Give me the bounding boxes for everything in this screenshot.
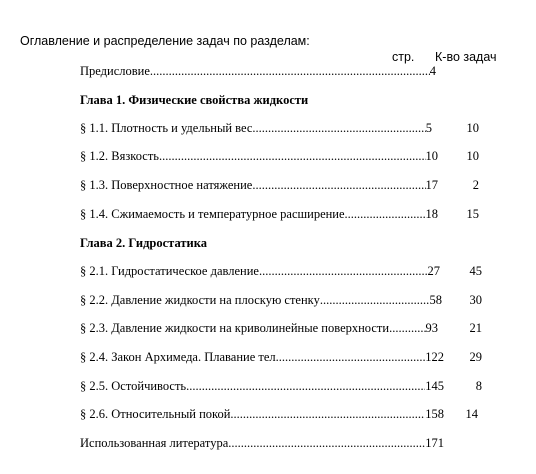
entry-count: 21 — [469, 321, 482, 335]
entry-title: Использованная литература — [80, 436, 229, 450]
toc-entry-2-1 — [80, 263, 440, 279]
entry-page: 58 — [429, 293, 442, 307]
dot-leader — [320, 292, 430, 308]
dot-leader — [345, 206, 426, 222]
dot-leader — [252, 120, 425, 136]
column-header-count: К-во задач — [435, 50, 497, 64]
chapter-2-title: Глава 2. Гидростатика — [80, 236, 208, 250]
dot-leader — [389, 320, 425, 336]
entry-title: § 1.2. Вязкость — [80, 149, 159, 163]
entry-count: 15 — [466, 207, 479, 221]
toc-entry-preface — [80, 63, 436, 79]
entry-title: § 1.1. Плотность и удельный вес — [80, 121, 253, 135]
dot-leader — [252, 177, 425, 193]
dot-leader — [230, 406, 425, 422]
dot-leader — [150, 63, 430, 79]
chapter-1-title: Глава 1. Физические свойства жидкости — [80, 93, 309, 107]
toc-entry-2-4 — [80, 349, 444, 365]
entry-page: 4 — [429, 64, 436, 78]
entry-count: 14 — [465, 407, 478, 421]
entry-title: § 2.1. Гидростатическое давление — [80, 264, 259, 278]
entry-title: § 2.2. Давление жидкости на плоскую стенку — [80, 293, 320, 307]
entry-page: 10 — [425, 149, 438, 163]
entry-page: 5 — [425, 121, 432, 135]
entry-count: 2 — [472, 178, 479, 192]
toc-entry-1-3 — [80, 177, 438, 193]
toc-entry-2-2 — [80, 292, 442, 308]
entry-page: 171 — [425, 436, 444, 450]
entry-title: § 2.5. Остойчивость — [80, 379, 187, 393]
toc-entry-2-5 — [80, 378, 444, 394]
toc-entry-literature — [80, 435, 444, 451]
toc-entry-1-1 — [80, 120, 432, 136]
entry-count: 8 — [475, 379, 482, 393]
entry-page: 158 — [425, 407, 444, 421]
toc-heading: Оглавление и распределение задач по разделам: — [20, 34, 310, 48]
toc-entry-1-2 — [80, 148, 438, 164]
entry-page: 145 — [425, 379, 444, 393]
dot-leader — [228, 435, 425, 451]
entry-page: 27 — [427, 264, 440, 278]
entry-count: 30 — [469, 293, 482, 307]
entry-count: 10 — [466, 121, 479, 135]
dot-leader — [259, 263, 428, 279]
dot-leader — [159, 148, 426, 164]
dot-leader — [276, 349, 426, 365]
entry-title: § 2.6. Относительный покой — [80, 407, 231, 421]
toc-entry-2-6 — [80, 406, 444, 422]
toc-entry-2-3 — [80, 320, 438, 336]
toc-entry-1-4 — [80, 206, 438, 222]
entry-title: § 2.4. Закон Архимеда. Плавание тел — [80, 350, 276, 364]
entry-page: 122 — [425, 350, 444, 364]
entry-page: 17 — [425, 178, 438, 192]
entry-count: 45 — [469, 264, 482, 278]
entry-count: 29 — [469, 350, 482, 364]
entry-title: Предисловие — [80, 64, 150, 78]
entry-page: 93 — [425, 321, 438, 335]
entry-page: 18 — [425, 207, 438, 221]
entry-title: § 1.3. Поверхностное натяжение — [80, 178, 253, 192]
entry-title: § 1.4. Сжимаемость и температурное расширение — [80, 207, 345, 221]
entry-count: 10 — [466, 149, 479, 163]
column-header-page: стр. — [392, 50, 415, 64]
dot-leader — [186, 378, 425, 394]
entry-title: § 2.3. Давление жидкости на криволинейные поверхности — [80, 321, 390, 335]
